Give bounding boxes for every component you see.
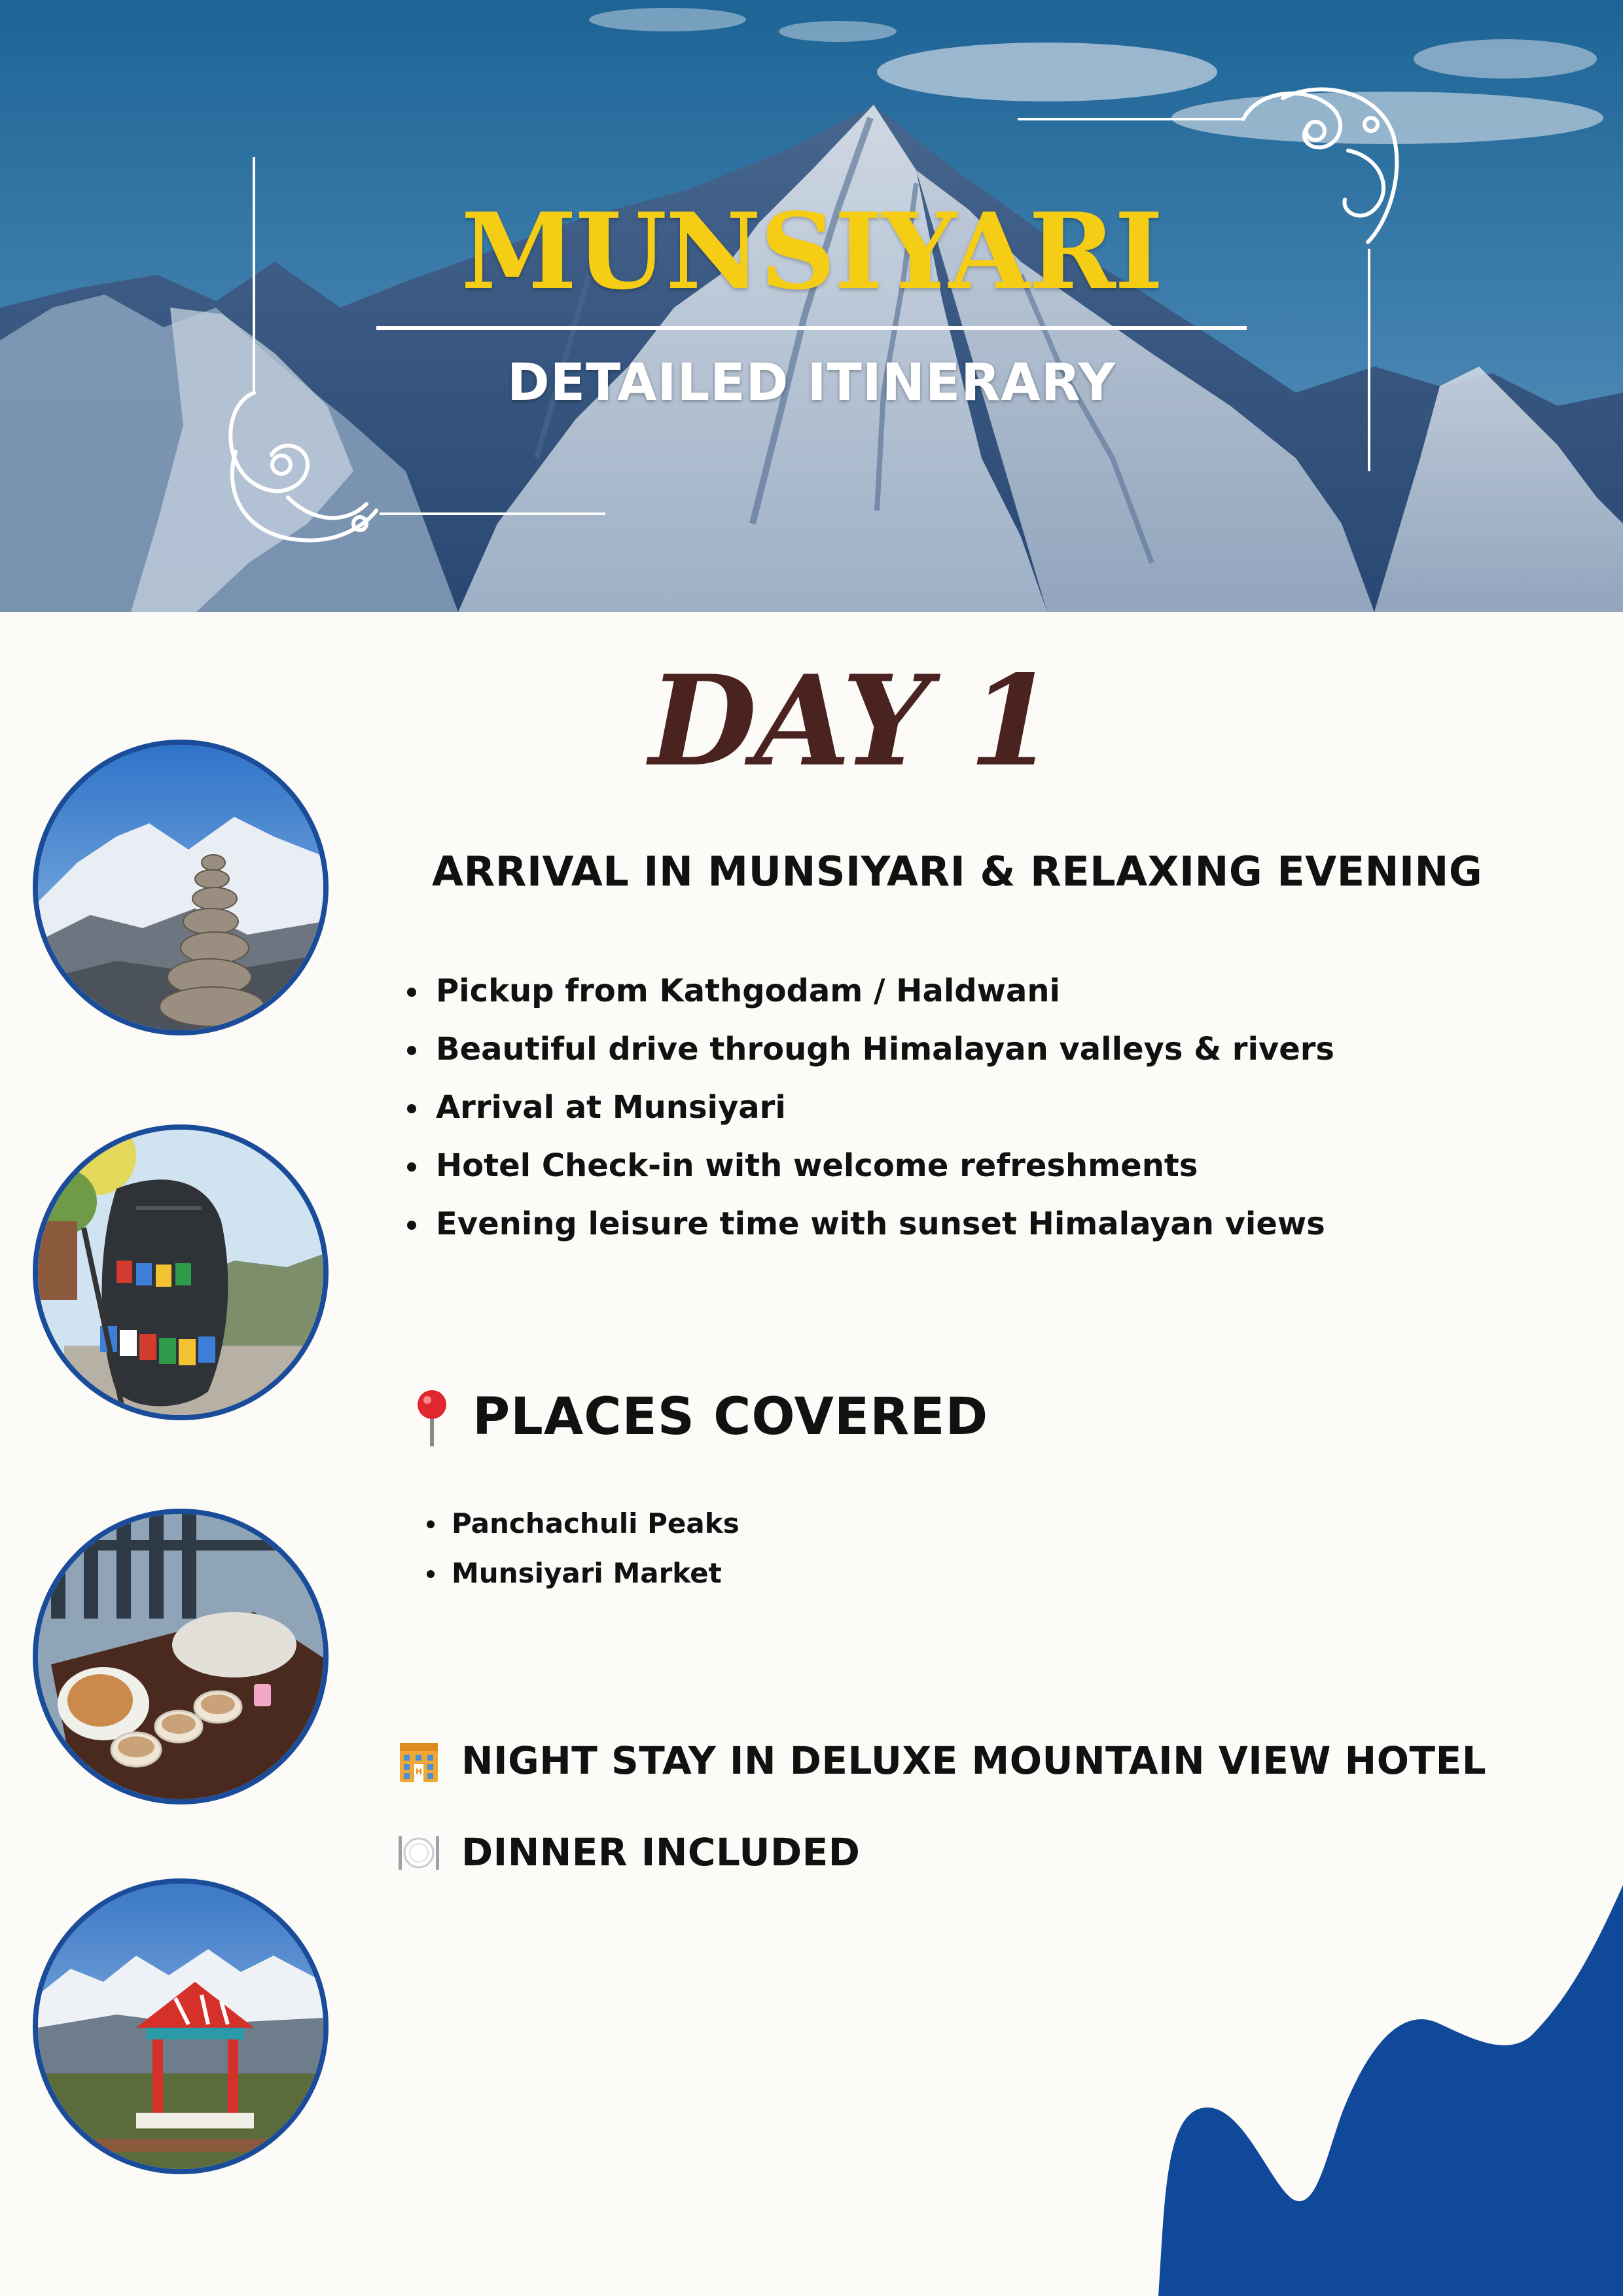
title-divider (376, 326, 1247, 330)
activity-item: Pickup from Kathgodam / Haldwani (406, 962, 1334, 1020)
photo-backpack-prayer-flags (33, 1124, 329, 1420)
night-stay-info (396, 1738, 1486, 1784)
activity-item: Hotel Check-in with welcome refreshments (406, 1137, 1334, 1195)
place-item: Panchachuli Peaks (425, 1499, 740, 1549)
activity-item: Beautiful drive through Himalayan valleys & rivers (406, 1020, 1334, 1079)
photo-tea-breakfast (33, 1509, 329, 1804)
activity-item: Arrival at Munsiyari (406, 1079, 1334, 1137)
photo-temple-panchachuli (33, 1878, 329, 2174)
meal-label: DINNER INCLUDED (461, 1830, 861, 1874)
photo-stone-cairn (33, 740, 329, 1035)
activity-item: Evening leisure time with sunset Himalayan views (406, 1195, 1334, 1253)
hero-banner (0, 0, 1623, 612)
hotel-icon (396, 1738, 442, 1784)
activity-list (406, 962, 1334, 1253)
places-heading-label: PLACES COVERED (473, 1388, 989, 1446)
night-stay-label: NIGHT STAY IN DELUXE MOUNTAIN VIEW HOTEL (461, 1738, 1487, 1783)
day-heading: ARRIVAL IN MUNSIYARI & RELAXING EVENING (432, 848, 1483, 895)
svg-text:H: H (415, 1767, 423, 1776)
hero-subtitle: DETAILED ITINERARY (507, 353, 1116, 412)
meal-info (396, 1829, 860, 1875)
place-item: Munsiyari Market (425, 1549, 740, 1598)
decorative-wave-blob (1139, 1885, 1623, 2296)
hero-title: MUNSIYARI (461, 190, 1162, 313)
location-pin-icon (406, 1388, 458, 1446)
places-list (425, 1499, 740, 1598)
places-heading (406, 1388, 988, 1446)
fork-knife-plate-icon (396, 1829, 442, 1875)
day-title: DAY 1 (649, 648, 1053, 794)
